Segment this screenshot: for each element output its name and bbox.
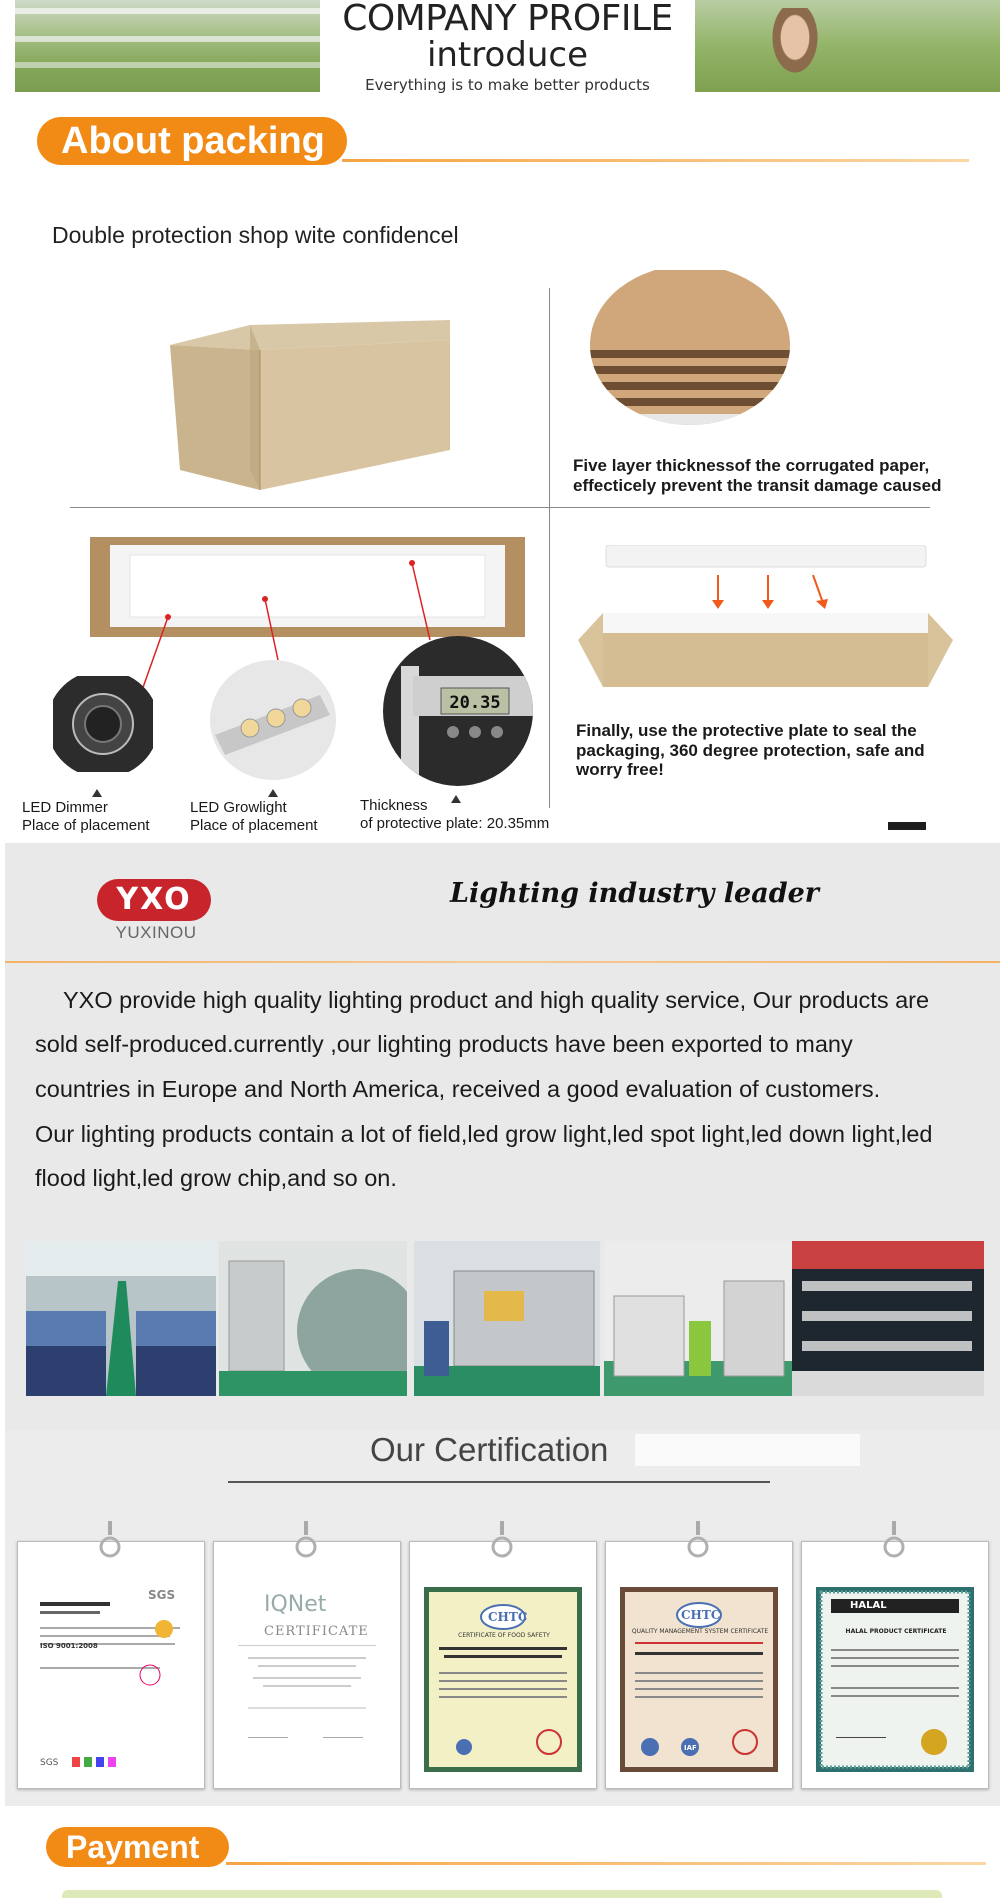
seal-caption-line3: worry free! <box>576 760 664 779</box>
corrugated-paper-image <box>590 270 790 425</box>
seal-caption-line1: Finally, use the protective plate to seal the <box>576 721 917 740</box>
worker-photo <box>760 8 830 92</box>
intro-line-2: sold self-produced.currently ,our lighting products have been exported to many <box>35 1031 853 1057</box>
hanger-hook-icon <box>489 1521 515 1559</box>
marker-arrow <box>268 789 278 797</box>
hanger-hook-icon <box>293 1521 319 1559</box>
caliper-readout: 20.35 <box>449 693 501 713</box>
certificate-card-halal[interactable] <box>801 1541 989 1789</box>
brand-slogan: Lighting industry leader <box>450 878 819 909</box>
certificate-subhead: QUALITY MANAGEMENT SYSTEM CERTIFICATE <box>631 1628 769 1635</box>
certificate-header: HALAL <box>850 1600 887 1611</box>
led-dimmer-image <box>47 670 159 778</box>
hanger-hook-icon <box>881 1521 907 1559</box>
factory-photo-sphere <box>219 1241 407 1396</box>
corrugated-caption-line2: effecticely prevent the transit damage caused <box>573 476 942 495</box>
certificate-subhead: CERTIFICATE OF FOOD SAFETY <box>458 1632 550 1639</box>
greenhouse-photo-right <box>695 0 1000 92</box>
certificate-subhead: CERTIFICATE <box>264 1624 369 1639</box>
certificate-subhead: ISO 9001:2008 <box>40 1642 98 1650</box>
certificate-header: CHTC <box>488 1610 528 1624</box>
label-thickness: Thickness of protective plate: 20.35mm <box>360 797 550 832</box>
divider-horizontal <box>70 507 930 508</box>
certificate-header: CHTC <box>681 1608 721 1622</box>
certificate-header: SGS <box>148 1588 176 1602</box>
open-carton-with-foam-image <box>90 537 525 637</box>
label-led-growlight: LED Growlight Place of placement <box>190 799 318 834</box>
intro-line-1: YXO provide high quality lighting product and high quality service, Our products are <box>63 987 930 1013</box>
hanger-hook-icon <box>685 1521 711 1559</box>
certificate-document <box>816 1587 974 1772</box>
factory-photo-workers <box>604 1241 792 1396</box>
certificate-header: IQNet <box>264 1592 327 1617</box>
header-underline <box>226 1862 986 1865</box>
header-underline <box>342 159 969 162</box>
certificate-card-iqnet[interactable] <box>213 1541 401 1789</box>
packing-subtitle: Double protection shop wite confidencel <box>52 222 459 248</box>
title-backdrop <box>635 1434 860 1466</box>
about-packing-pill: About packing <box>37 117 347 165</box>
closed-carton-image <box>165 320 455 495</box>
corrugated-caption-line1: Five layer thicknessof the corrugated paper, <box>573 456 930 475</box>
seal-caption-line2: packaging, 360 degree protection, safe and <box>576 741 925 760</box>
certificate-document <box>32 1587 190 1772</box>
factory-photo-machine <box>414 1241 600 1396</box>
certificate-subhead: HALAL PRODUCT CERTIFICATE <box>845 1628 947 1635</box>
intro-line-5: flood light,led grow chip,and so on. <box>35 1165 397 1191</box>
logo-wordmark: YUXINOU <box>115 923 197 942</box>
led-growlight-image <box>210 660 336 780</box>
certificate-card-quality[interactable] <box>605 1541 793 1789</box>
carton-with-protective-plate-image <box>578 545 953 695</box>
factory-photo-showroom <box>792 1241 984 1396</box>
banner-title-line2: introduce <box>426 35 589 75</box>
hanger-hook-icon <box>97 1521 123 1559</box>
caliper-image <box>383 636 533 786</box>
banner-title <box>320 0 695 96</box>
company-profile-banner <box>15 0 1000 92</box>
certificate-footer: IAF <box>684 1744 697 1752</box>
certification-title: Our Certification <box>370 1431 609 1468</box>
svg-text:SGS: SGS <box>40 1758 59 1768</box>
intro-line-3: countries in Europe and North America, received a good evaluation of customers. <box>35 1076 881 1102</box>
brand-banner <box>5 843 1000 963</box>
decorative-bar <box>888 822 926 830</box>
payment-content-edge <box>62 1890 942 1898</box>
greenhouse-photo-left <box>15 0 320 92</box>
marker-arrow <box>92 789 102 797</box>
label-led-dimmer: LED Dimmer Place of placement <box>22 799 150 834</box>
logo-mark: YXO <box>116 882 192 917</box>
certificate-card-sgs[interactable] <box>17 1541 205 1789</box>
divider-vertical <box>549 288 550 808</box>
payment-pill: Payment <box>46 1827 229 1867</box>
certification-underline <box>228 1481 770 1483</box>
banner-title-line1: COMPANY PROFILE <box>342 0 673 39</box>
banner-tagline: Everything is to make better products <box>365 76 650 94</box>
intro-line-4: Our lighting products contain a lot of field,led grow light,led spot light,led down light,led <box>35 1121 933 1147</box>
factory-photo-assembly <box>26 1241 216 1396</box>
certificate-card-food-safety[interactable] <box>409 1541 597 1789</box>
